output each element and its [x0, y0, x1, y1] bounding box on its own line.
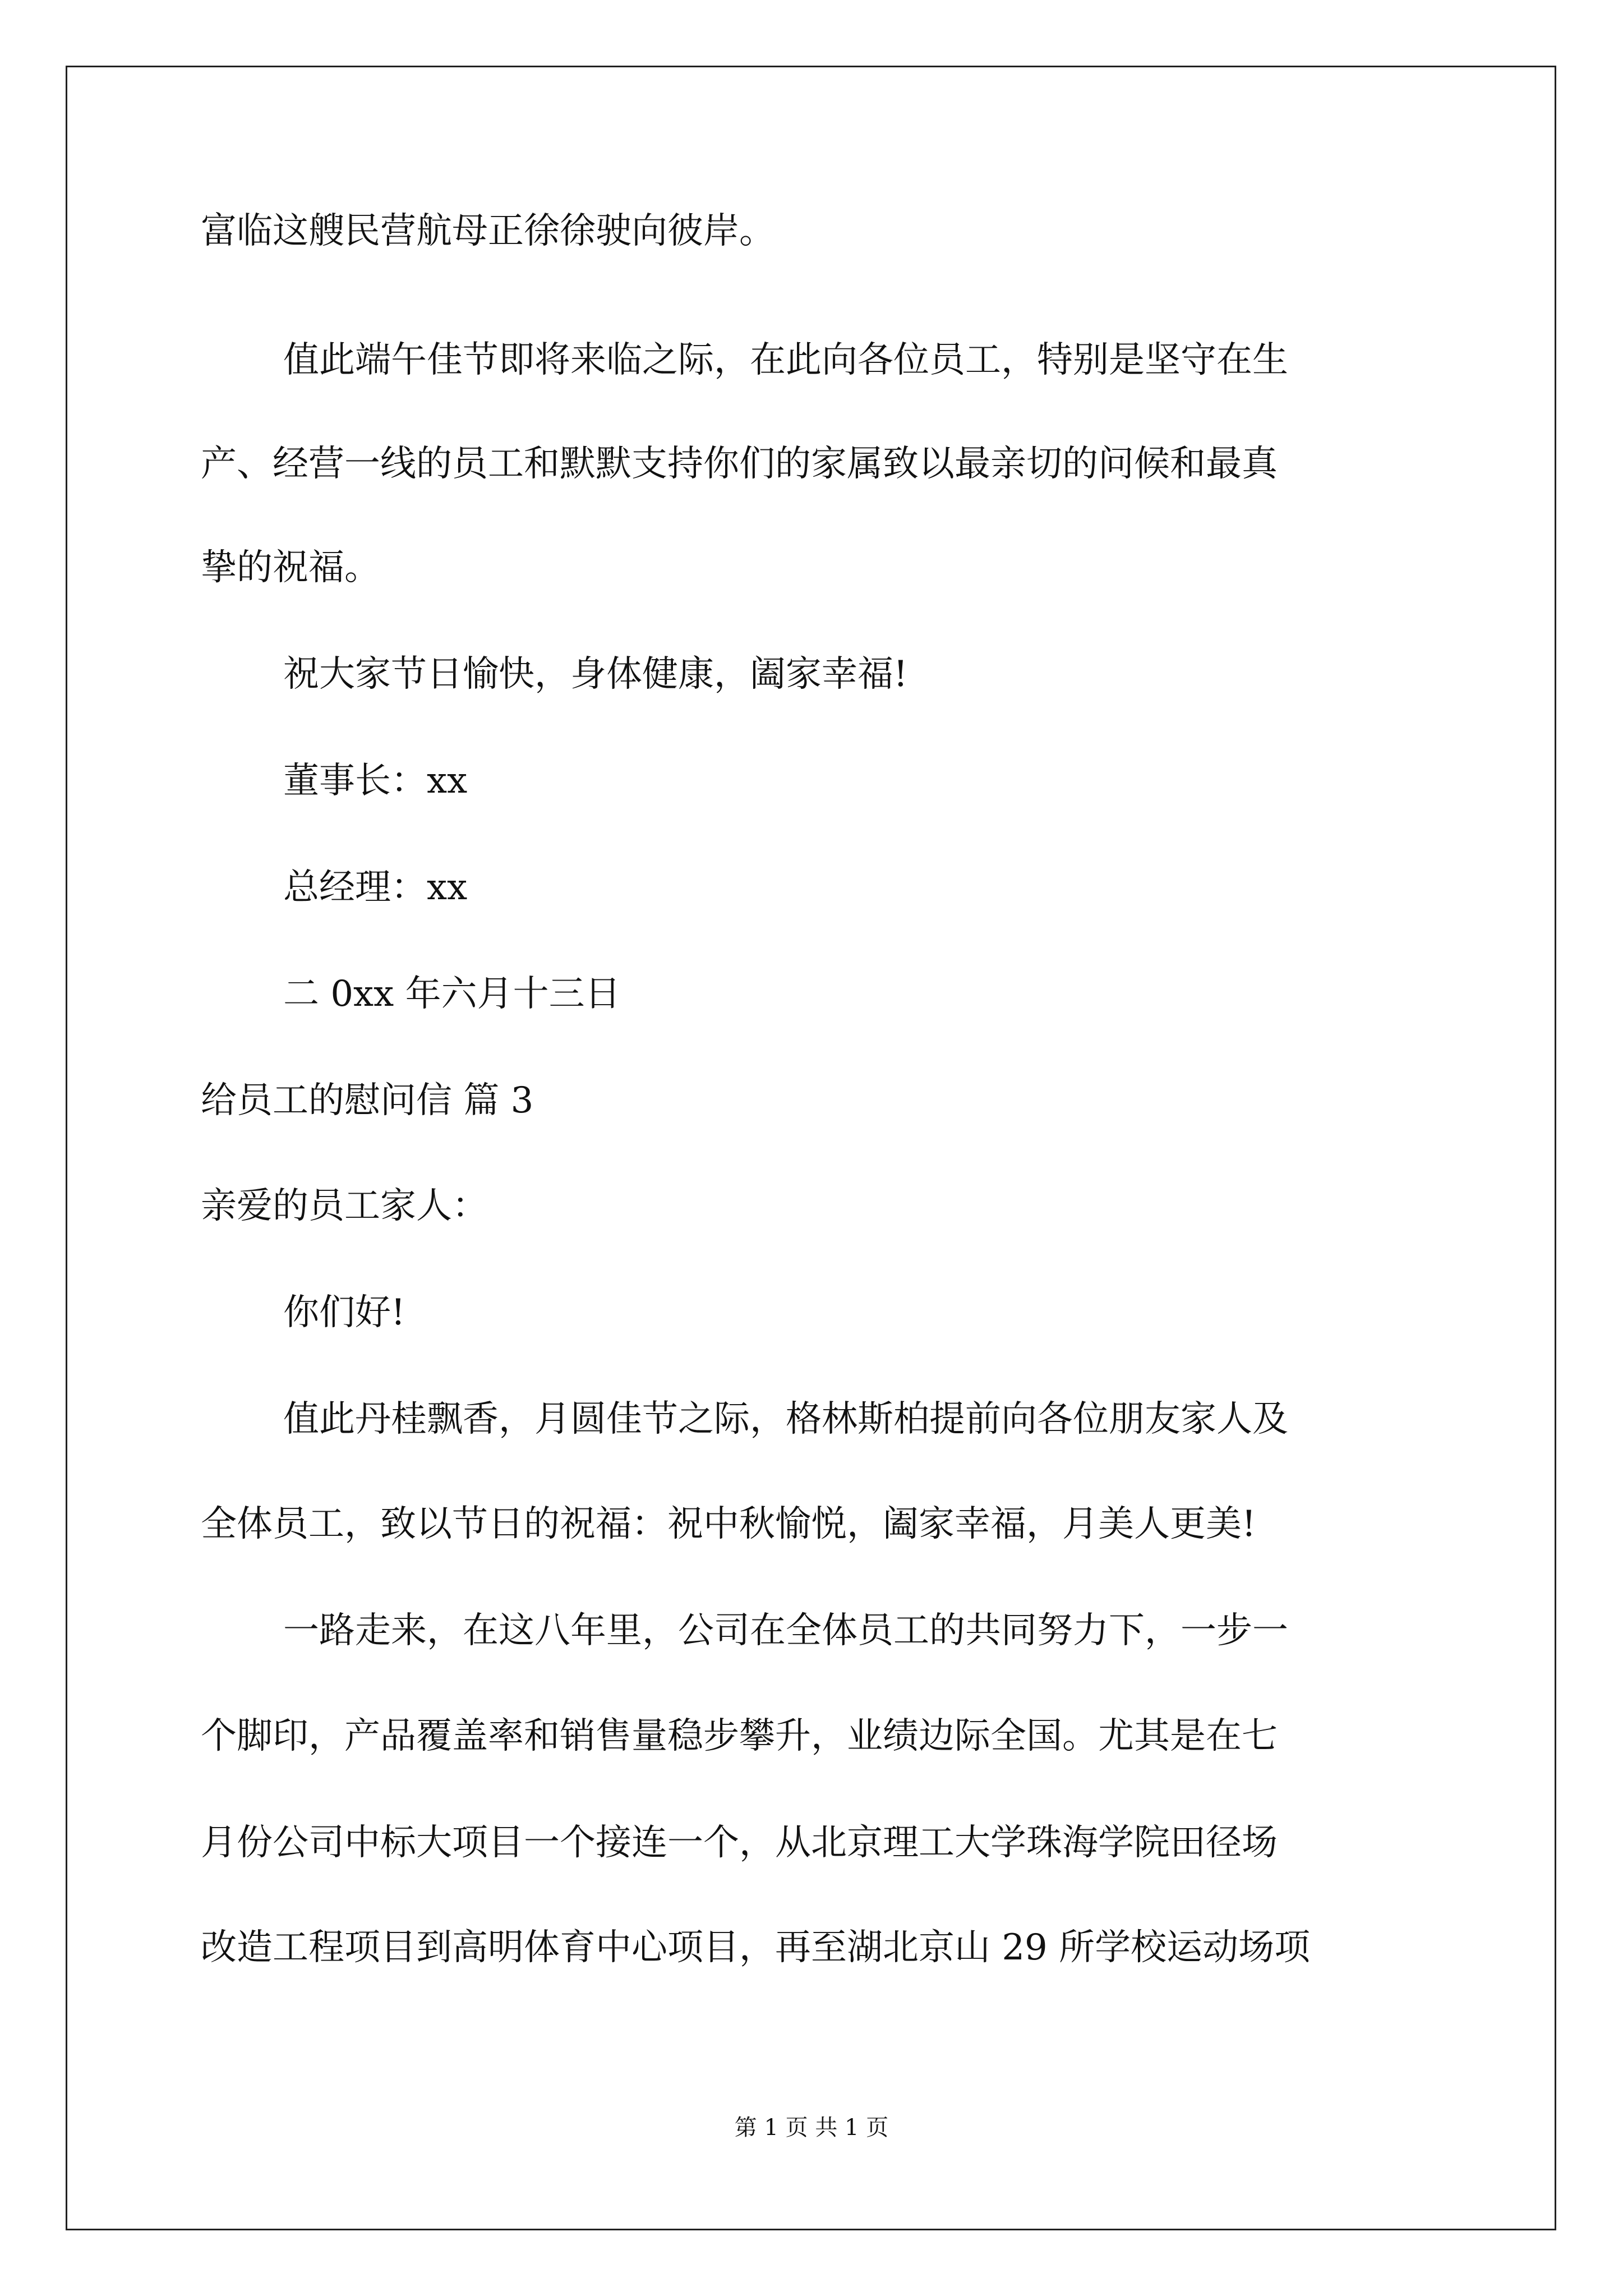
signature-general-manager: 总经理：xx — [283, 867, 468, 908]
body-line: 祝大家节日愉快，身体健康，阖家幸福! — [283, 654, 908, 695]
greeting: 你们好! — [283, 1292, 405, 1333]
body-line: 值此端午佳节即将来临之际，在此向各位员工，特别是坚守在生 — [283, 339, 1288, 381]
body-line: 挚的祝福。 — [201, 547, 380, 588]
date-line: 二 0xx 年六月十三日 — [283, 973, 621, 1015]
body-line: 月份公司中标大项目一个接连一个，从北京理工大学珠海学院田径场 — [201, 1822, 1278, 1864]
body-line: 全体员工，致以节日的祝福：祝中秋愉悦，阖家幸福，月美人更美! — [201, 1503, 1256, 1545]
salutation: 亲爱的员工家人： — [201, 1185, 488, 1227]
body-line: 产、经营一线的员工和默默支持你们的家属致以最亲切的问候和最真 — [201, 443, 1278, 485]
body-line: 改造工程项目到高明体育中心项目，再至湖北京山 29 所学校运动场项 — [201, 1927, 1311, 1968]
page-number-footer: 第 1 页 共 1 页 — [734, 2115, 889, 2141]
signature-chairman: 董事长：xx — [283, 760, 468, 802]
body-line: 一路走来，在这八年里，公司在全体员工的共同努力下，一步一 — [283, 1610, 1288, 1651]
body-line: 值此丹桂飘香，月圆佳节之际，格林斯柏提前向各位朋友家人及 — [283, 1398, 1288, 1440]
body-line: 富临这艘民营航母正徐徐驶向彼岸。 — [201, 210, 775, 252]
page-border — [66, 66, 1556, 2230]
section-title: 给员工的慰问信 篇 3 — [201, 1080, 534, 1121]
body-line: 个脚印，产品覆盖率和销售量稳步攀升，业绩边际全国。尤其是在七 — [201, 1715, 1278, 1757]
